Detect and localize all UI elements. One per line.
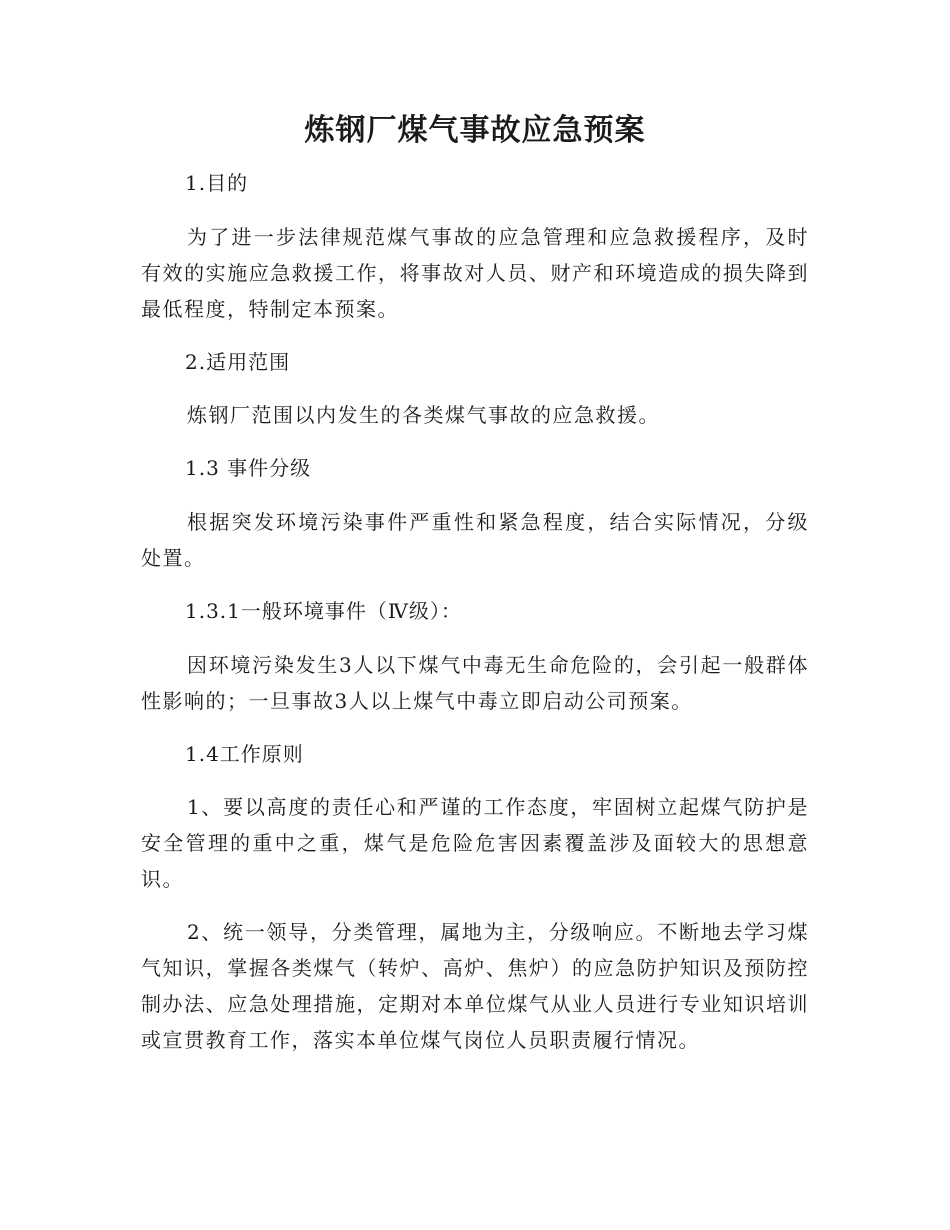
paragraph-purpose: 为了进一步法律规范煤气事故的应急管理和应急救援程序，及时有效的实施应急救援工作，将事故对人员、财产和环境造成的损失降到最低程度，特制定本预案。 [141,225,809,321]
paragraph-scope: 炼钢厂范围以内发生的各类煤气事故的应急救援。 [187,403,660,427]
section-heading-principles: 1.4工作原则 [185,742,304,766]
section-heading-purpose: 1.目的 [185,171,249,195]
paragraph-general-event: 因环境污染发生3人以下煤气中毒无生命危险的，会引起一般群体性影响的；一旦事故3人以上煤气中毒立即启动公司预案。 [141,653,809,713]
paragraph-principle-1: 1、要以高度的责任心和严谨的工作态度，牢固树立起煤气防护是安全管理的重中之重，煤气是危险危害因素覆盖涉及面较大的思想意识。 [141,795,809,891]
section-heading-grading: 1.3 事件分级 [185,456,312,480]
document-title: 炼钢厂煤气事故应急预案 [304,113,646,148]
paragraph-principle-2: 2、统一领导，分类管理，属地为主，分级响应。不断地去学习煤气知识，掌握各类煤气（转炉、高炉、焦炉）的应急防护知识及预防控制办法、应急处理措施，定期对本单位煤气从业人员进行专业知识培训或宣贯教育工作，落实本单位煤气岗位人员职责履行情况。 [141,920,809,1052]
section-heading-scope: 2.适用范围 [185,350,291,374]
section-heading-general-event: 1.3.1一般环境事件（Ⅳ级）： [185,599,462,623]
paragraph-grading: 根据突发环境污染事件严重性和紧急程度，结合实际情况，分级处置。 [141,510,809,570]
